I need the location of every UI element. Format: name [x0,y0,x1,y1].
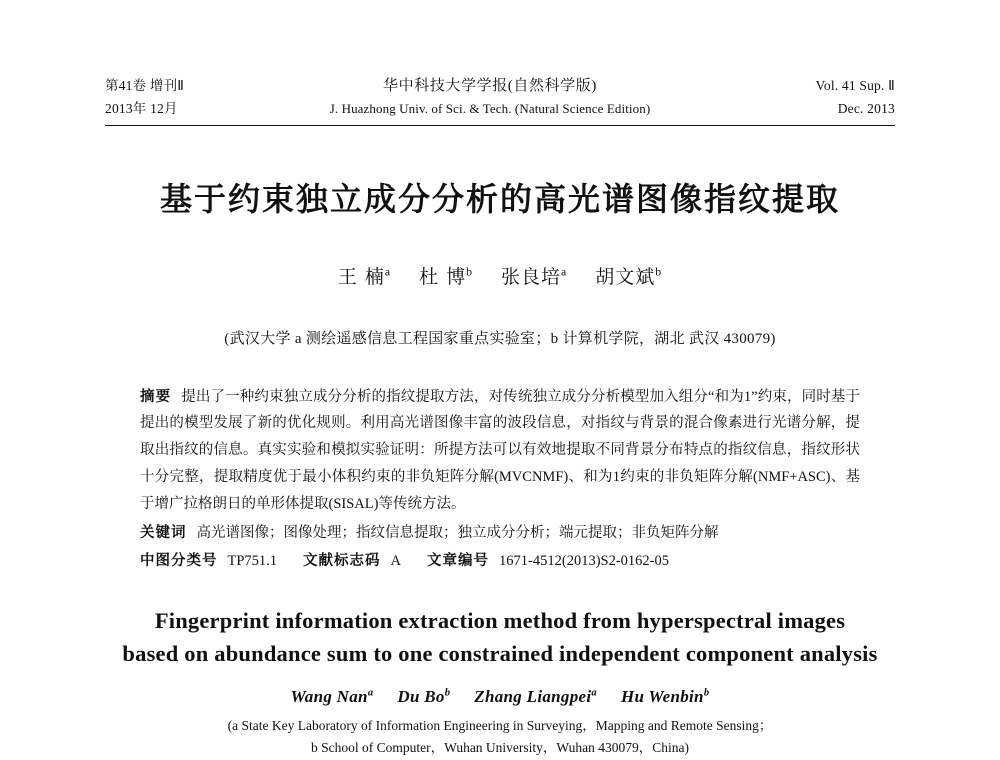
affiliation-en [105,715,895,760]
keywords-paragraph [140,520,860,547]
author-affil-marker: b [703,686,710,698]
keywords-label: 关键词 [140,524,187,541]
page-content [105,0,895,760]
page-title: 基于约束独立成分分析的高光谱图像指纹提取 [159,179,840,218]
author-name: Du Bo [397,686,445,706]
volume-issue-block [105,76,255,118]
article-id-value: 1671-4512(2013)S2-0162-05 [499,553,669,570]
journal-title-en: J. Huazhong Univ. of Sci. & Tech. (Natural Science Edition) [329,100,651,116]
en-title-line-2: based on abundance sum to one constrained independent component analysis [122,640,878,666]
doc-code-value: A [390,553,402,570]
author-name: 张良培 [501,265,562,288]
author-name: 胡文斌 [595,265,656,288]
author-name: 王 楠 [337,265,385,288]
author-affil-marker: a [367,686,374,698]
en-title-line-1: Fingerprint information extraction method from hyperspectral images [154,608,846,634]
keywords-text: 高光谱图像；图像处理；指纹信息提取；独立成分分析；端元提取；非负矩阵分解 [196,524,719,541]
issue-date-cn: 2013年 12月 [105,100,178,116]
author-affil-marker: a [384,265,392,279]
author-name: Wang Nan [290,686,368,706]
author-affil-marker: a [591,686,597,698]
author-affil-marker: b [466,265,474,279]
author-affil-marker: b [655,265,663,279]
doc-code-segment [303,553,401,569]
masthead-row [105,76,895,119]
volume-issue-en: Vol. 41 Sup. Ⅱ [815,78,895,93]
volume-issue-cn: 第41卷 增刊Ⅱ [105,78,185,93]
masthead-divider [105,125,895,126]
author-name: Zhang Liangpei [474,686,592,706]
author-en [291,687,374,706]
affiliation-en-line-2: b School of Computer，Wuhan University，Wuhan 430079，China) [311,740,689,756]
doc-code-label: 文献标志码 [303,553,381,570]
page-title-en [105,605,895,670]
abstract-block [140,384,860,576]
author-cn [501,266,567,288]
abstract-label: 摘要 [140,388,172,405]
author-affil-marker: a [561,265,568,279]
author-en [397,687,450,706]
author-cn [338,266,391,288]
journal-title-block [255,76,725,119]
author-en [621,687,709,706]
author-name: 杜 博 [419,265,467,288]
classification-paragraph [140,548,860,575]
author-cn [419,266,473,288]
class-number-value: TP751.1 [227,553,278,570]
author-cn [595,266,662,288]
affiliation-en-line-1: (a State Key Laboratory of Information Engineering in Surveying，Mapping and Remote Sensing； [227,717,773,733]
author-affil-marker: b [444,686,451,698]
class-number-label: 中图分类号 [140,553,218,570]
author-list-cn [105,262,895,289]
journal-title-cn: 华中科技大学学报(自然科学版) [383,78,597,94]
issue-date-en: Dec. 2013 [837,100,895,116]
affiliation-cn: (武汉大学 a 测绘遥感信息工程国家重点实验室；b 计算机学院，湖北 武汉 430079) [224,330,776,347]
masthead [105,76,895,126]
abstract-text: 提出了一种约束独立成分分析的指纹提取方法，对传统独立成分分析模型加入组分“和为1”约束，同时基于提出的模型发展了新的优化规则。利用高光谱图像丰富的波段信息，对指纹与背景的混合像素进行光谱分解，提取出指纹的信息。真实实验和模拟实验证明：所提方法可以有效地提取不同背景分布特点的指纹信息，指纹形状十分完整，提取精度优于最小体积约束的非负矩阵分解(MVCNMF)、和为1约束的非负矩阵分解(NMF+ASC)、基于增广拉格朗日的单形体提取(SISAL)等传统方法。 [140,388,860,512]
class-number-segment [140,553,277,569]
article-id-label: 文章编号 [427,553,490,570]
abstract-paragraph [140,384,860,518]
article-id-segment [427,553,669,569]
author-en [474,687,597,706]
author-list-en [105,687,895,707]
author-name: Hu Wenbin [620,686,704,706]
volume-issue-en-block [725,76,895,118]
